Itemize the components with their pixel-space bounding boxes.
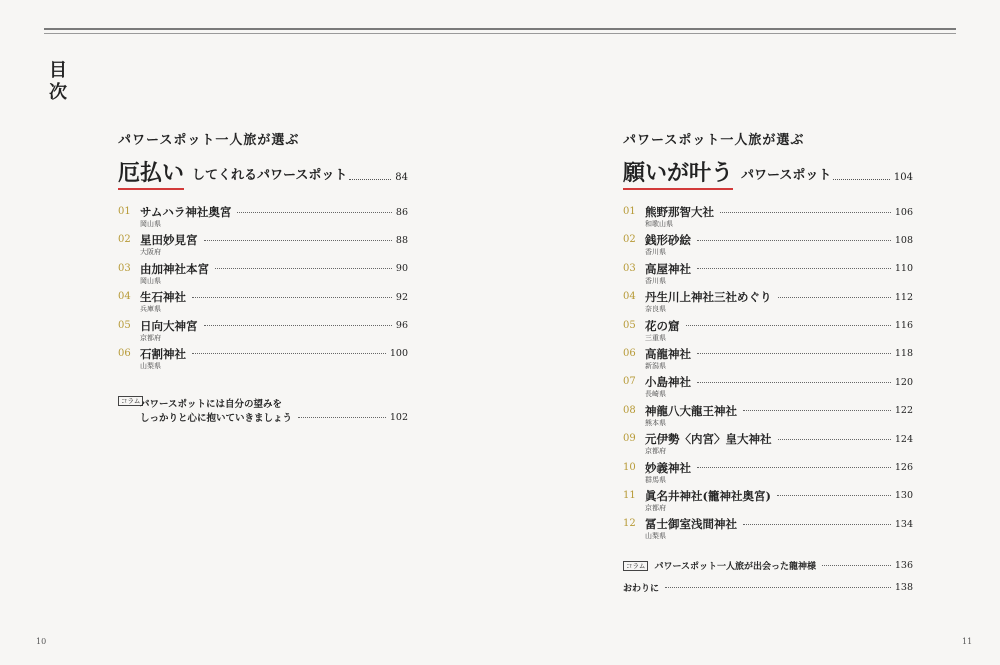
entry-name: 生石神社 xyxy=(140,290,186,305)
entry-prefecture: 香川県 xyxy=(645,248,666,257)
top-rule xyxy=(44,28,956,30)
leader-dots xyxy=(778,439,891,440)
entry-list xyxy=(118,204,408,374)
entry-page: 110 xyxy=(894,263,913,275)
toc-entry[interactable] xyxy=(623,204,913,232)
leader-dots xyxy=(822,565,891,566)
toc-entry[interactable] xyxy=(623,346,913,374)
entry-page: 130 xyxy=(894,490,913,502)
column-title-line1: パワースポットには自分の望みを xyxy=(140,399,283,411)
toc-entry[interactable] xyxy=(118,261,408,289)
entry-page: 100 xyxy=(389,348,408,360)
entry-number: 04 xyxy=(118,291,131,303)
entry-page: 92 xyxy=(395,291,408,303)
entry-prefecture: 岡山県 xyxy=(140,220,161,228)
entry-number: 12 xyxy=(623,518,636,530)
entry-list xyxy=(623,204,913,545)
column-badge: コラム xyxy=(623,561,648,571)
entry-number: 06 xyxy=(118,347,131,359)
entry-page: 86 xyxy=(395,206,408,218)
section-page: 84 xyxy=(395,172,408,183)
entry-prefecture: 新潟県 xyxy=(645,361,666,370)
entry-number: 04 xyxy=(623,291,636,303)
entry-page: 96 xyxy=(395,320,408,332)
entry-name: 日向大神宮 xyxy=(140,318,198,333)
entry-name: サムハラ神社奥宮 xyxy=(140,205,232,219)
entry-prefecture: 和歌山県 xyxy=(645,220,673,228)
section-title-sub: してくれるパワースポット xyxy=(192,168,348,183)
leader-dots xyxy=(697,353,891,354)
section-yakubarai xyxy=(118,132,408,430)
entry-name: 眞名井神社(籠神社奥宮) xyxy=(645,488,771,503)
column-entry[interactable] xyxy=(118,396,408,430)
top-rule-thin xyxy=(44,33,956,34)
section-title-row[interactable] xyxy=(623,156,913,186)
entry-number: 01 xyxy=(118,206,131,217)
page-number-left: 10 xyxy=(36,637,47,646)
leader-dots xyxy=(215,268,392,269)
entry-prefecture: 奈良県 xyxy=(645,305,666,314)
entry-page: 118 xyxy=(894,348,913,360)
entry-name: 銭形砂絵 xyxy=(645,233,691,248)
page-title xyxy=(46,60,70,104)
section-title-sub: パワースポット xyxy=(741,168,832,183)
leader-dots xyxy=(665,587,891,588)
entry-number: 05 xyxy=(623,319,636,331)
toc-entry[interactable] xyxy=(623,318,913,346)
afterword-entry[interactable] xyxy=(623,577,913,599)
toc-entry[interactable] xyxy=(623,289,913,317)
entry-prefecture: 長崎県 xyxy=(645,390,666,399)
leader-dots xyxy=(743,410,891,411)
entry-page: 122 xyxy=(894,405,913,417)
leader-dots xyxy=(777,495,891,496)
column-page: 102 xyxy=(389,411,408,423)
toc-entry[interactable] xyxy=(623,374,913,402)
entry-number: 07 xyxy=(623,376,636,388)
column-title: パワースポット一人旅が出会った龍神様 xyxy=(654,562,816,573)
entry-prefecture: 京都府 xyxy=(645,503,666,512)
entry-number: 03 xyxy=(118,262,131,274)
toc-entry[interactable] xyxy=(118,289,408,317)
entry-page: 88 xyxy=(395,234,408,246)
column-title-line2: しっかりと心に抱いていきましょう xyxy=(140,413,293,425)
toc-entry[interactable] xyxy=(623,261,913,289)
section-title-main: 願いが叶う xyxy=(623,160,734,186)
entry-name: 小島神社 xyxy=(645,375,691,390)
entry-number: 02 xyxy=(118,234,131,246)
toc-entry[interactable] xyxy=(118,204,408,232)
page-title-char-1: 目 xyxy=(49,60,67,81)
entry-page: 134 xyxy=(894,518,913,530)
entry-page: 124 xyxy=(894,433,913,445)
entry-prefecture: 熊本県 xyxy=(645,418,666,427)
entry-page: 106 xyxy=(894,206,913,218)
entry-name: 花の窟 xyxy=(645,318,680,333)
toc-entry[interactable] xyxy=(118,346,408,374)
toc-entry[interactable] xyxy=(623,460,913,488)
page-number-right: 11 xyxy=(962,637,973,646)
toc-entry[interactable] xyxy=(623,431,913,459)
entry-prefecture: 三重県 xyxy=(645,333,666,342)
page-title-char-2: 次 xyxy=(49,82,67,103)
afterword-title: おわりに xyxy=(623,584,660,595)
toc-entry[interactable] xyxy=(623,516,913,544)
leader-dots xyxy=(349,179,391,180)
section-title-row[interactable] xyxy=(118,156,408,186)
column-entry[interactable] xyxy=(623,555,913,577)
toc-entry[interactable] xyxy=(623,403,913,431)
section-page: 104 xyxy=(893,172,913,183)
leader-dots xyxy=(697,268,891,269)
leader-dots xyxy=(743,524,891,525)
entry-number: 08 xyxy=(623,404,636,416)
section-eyebrow: パワースポット一人旅が選ぶ xyxy=(623,133,805,148)
entry-prefecture: 山梨県 xyxy=(140,361,161,370)
leader-dots xyxy=(237,212,391,213)
entry-prefecture: 兵庫県 xyxy=(140,305,161,314)
entry-prefecture: 山梨県 xyxy=(645,532,666,541)
entry-page: 116 xyxy=(894,320,913,332)
entry-page: 126 xyxy=(894,462,913,474)
toc-entry[interactable] xyxy=(118,232,408,260)
entry-name: 元伊勢〈内宮〉皇大神社 xyxy=(645,432,772,447)
entry-name: 神龍八大龍王神社 xyxy=(645,403,737,418)
entry-number: 06 xyxy=(623,347,636,359)
toc-entry[interactable] xyxy=(623,232,913,260)
section-negai xyxy=(623,132,913,599)
entry-page: 108 xyxy=(894,234,913,246)
entry-prefecture: 京都府 xyxy=(140,333,161,342)
entry-prefecture: 岡山県 xyxy=(140,276,161,285)
entry-prefecture: 群馬県 xyxy=(645,475,666,484)
entry-number: 01 xyxy=(623,206,636,217)
entry-number: 10 xyxy=(623,461,636,473)
leader-dots xyxy=(697,240,891,241)
entry-name: 丹生川上神社三社めぐり xyxy=(645,290,772,305)
entry-name: 高龍神社 xyxy=(645,346,691,361)
column-badge: コラム xyxy=(118,396,143,406)
entry-name: 由加神社本宮 xyxy=(140,261,209,276)
toc-entry[interactable] xyxy=(623,488,913,516)
entry-number: 09 xyxy=(623,433,636,445)
toc-entry[interactable] xyxy=(118,318,408,346)
entry-page: 120 xyxy=(894,376,913,388)
leader-dots xyxy=(697,467,891,468)
leader-dots xyxy=(720,212,891,213)
leader-dots xyxy=(697,382,891,383)
leader-dots xyxy=(686,325,891,326)
entry-page: 90 xyxy=(395,263,408,275)
leader-dots xyxy=(192,297,392,298)
entry-prefecture: 京都府 xyxy=(645,447,666,456)
leader-dots xyxy=(298,417,386,418)
leader-dots xyxy=(833,179,890,180)
entry-number: 05 xyxy=(118,319,131,331)
section-eyebrow: パワースポット一人旅が選ぶ xyxy=(118,133,300,148)
entry-name: 妙義神社 xyxy=(645,460,691,475)
entry-number: 11 xyxy=(623,489,636,501)
leader-dots xyxy=(192,353,386,354)
entry-name: 高屋神社 xyxy=(645,261,691,276)
section-title-main: 厄払い xyxy=(118,160,185,186)
entry-page: 112 xyxy=(894,291,913,303)
entry-prefecture: 大阪府 xyxy=(140,248,161,257)
entry-prefecture: 香川県 xyxy=(645,276,666,285)
leader-dots xyxy=(204,240,392,241)
leader-dots xyxy=(204,325,392,326)
leader-dots xyxy=(778,297,891,298)
entry-name: 冨士御室浅間神社 xyxy=(645,517,737,532)
entry-name: 熊野那智大社 xyxy=(645,205,714,219)
entry-number: 03 xyxy=(623,262,636,274)
entry-name: 星田妙見宮 xyxy=(140,233,198,248)
column-page: 136 xyxy=(894,560,913,572)
entry-name: 石割神社 xyxy=(140,346,186,361)
afterword-page: 138 xyxy=(894,582,913,594)
entry-number: 02 xyxy=(623,234,636,246)
